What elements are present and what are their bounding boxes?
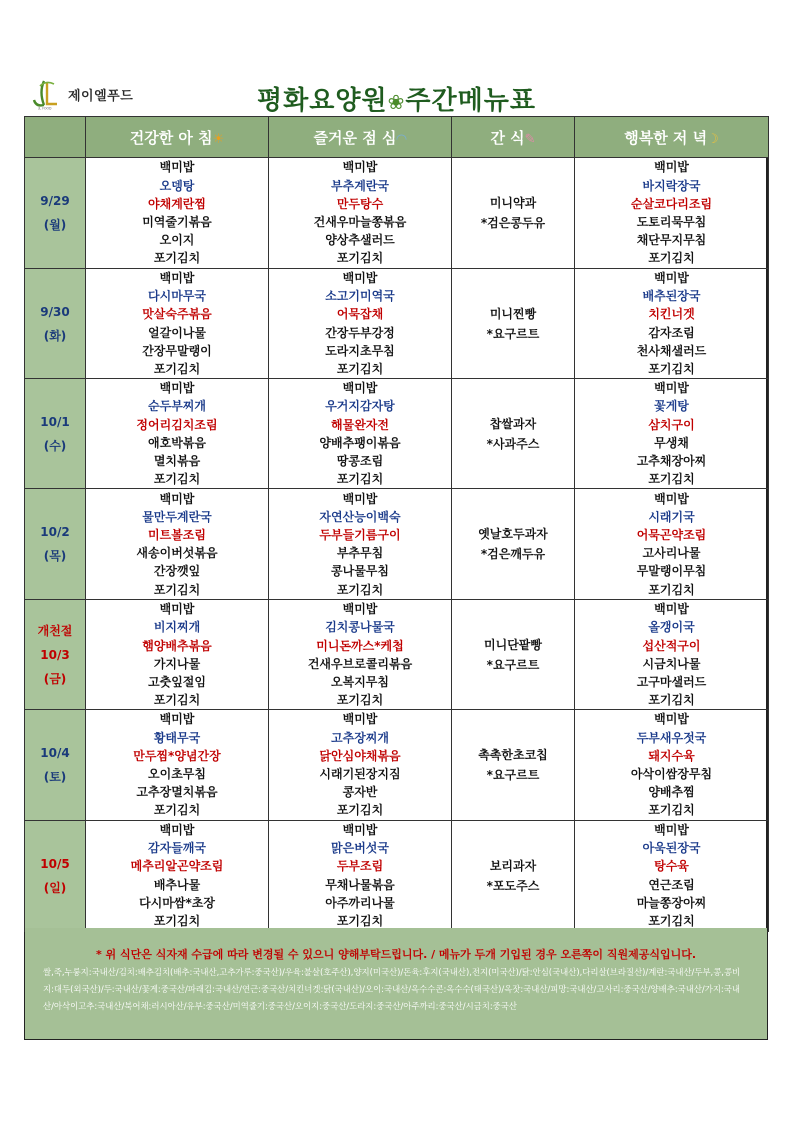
lunch-cell	[269, 269, 452, 379]
menu-item: 만두찜*양념간장	[133, 748, 221, 763]
menu-item: 감자조림	[648, 325, 695, 340]
menu-item: 백미밥	[159, 491, 195, 506]
menu-item: 감자들깨국	[148, 841, 206, 856]
menu-item: 콩나물무침	[331, 564, 389, 579]
snack-cell	[452, 379, 575, 489]
snack-item: *요구르트	[486, 657, 540, 672]
menu-item: 만두탕수	[336, 196, 384, 211]
menu-item: 꽃게탕	[654, 399, 689, 414]
menu-item: 시래기된장지짐	[319, 766, 401, 781]
menu-item: 백미밥	[342, 271, 378, 285]
menu-item: 백미밥	[654, 160, 689, 175]
menu-item: 다시마무국	[148, 289, 206, 304]
day-cell	[25, 158, 86, 269]
date-label: 10/4	[40, 745, 70, 760]
menu-item: 얼갈이나물	[148, 325, 206, 340]
weekday-label: (토)	[43, 769, 67, 784]
day-cell	[25, 820, 86, 931]
menu-item: 백미밥	[159, 712, 195, 727]
lunch-cell	[269, 710, 452, 820]
menu-item: 맑은버섯국	[331, 841, 389, 856]
menu-item: 백미밥	[654, 602, 689, 617]
menu-item: 닭안심야채볶음	[319, 748, 401, 763]
menu-item: 양상추샐러드	[325, 233, 395, 248]
snack-cell	[452, 710, 575, 820]
day-row	[25, 600, 769, 710]
origin-info: 쌀,죽,누룽지:국내산/김치:배추김치(배추:국내산,고추가루:중국산)/우육:불살(호주산),양지(미국산)/돈육:후지(국내산),전지(미국산)/닭:안심(국내산),다리살(브라질산)/계란:국내산/두부,콩,콩비지:대두(외국산)/두:국내산/꽃게:중국산/파래김:국내산/연근:중국산/치킨너겟:닭(국내산)/오이:국내산/옥수수콘:옥수수(태국산)/옥잣:국내산/피망:국내산/고사리:중국산/양배추:국내산/가지:국내산/아삭이고추:국내산/북어채:러시아산/유부:중국산/미역줄기:중국산/오이지:중국산/도라지:중국산/아주까리:중국산/시금치:중국산	[43, 967, 741, 1011]
menu-item: 무채나물볶음	[325, 877, 395, 892]
menu-item: 백미밥	[654, 491, 689, 506]
weekday-label: (수)	[43, 438, 67, 453]
menu-item: 두부새우젓국	[636, 730, 707, 745]
menu-item: 포기김치	[336, 361, 384, 376]
menu-item: 고구마샐러드	[636, 675, 707, 689]
menu-item: 미트볼조림	[148, 528, 206, 543]
menu-item: 삼치구이	[648, 417, 695, 432]
snack-item: *검은콩두유	[480, 216, 546, 230]
menu-item: 포기김치	[153, 251, 201, 266]
menu-item: 무생채	[654, 435, 689, 450]
breakfast-cell	[86, 489, 269, 600]
header-snack: 간 식✎	[452, 117, 575, 158]
lunch-cell	[269, 158, 452, 269]
menu-item: 정어리김치조림	[136, 417, 218, 432]
menu-item: 백미밥	[654, 271, 689, 285]
menu-item: 백미밥	[159, 381, 195, 396]
menu-item: 오복지무침	[331, 675, 389, 689]
menu-item: 고춧잎절임	[148, 675, 206, 689]
weekly-menu-table	[24, 116, 769, 932]
menu-item: 백미밥	[342, 602, 378, 617]
sun-icon: ☀	[212, 131, 225, 147]
menu-item: 백미밥	[342, 712, 378, 727]
menu-item: 배추된장국	[642, 289, 701, 304]
menu-item: 포기김치	[648, 913, 695, 928]
menu-item: 고추채장아찌	[636, 453, 707, 468]
menu-item: 포기김치	[153, 693, 201, 708]
breakfast-cell	[86, 158, 269, 269]
menu-item: 다시마쌈*초장	[139, 895, 215, 910]
popsicle-icon: ✎	[524, 131, 536, 147]
menu-item: 백미밥	[654, 822, 689, 837]
rainbow-icon: ◠	[396, 131, 407, 147]
menu-change-note: * 위 식단은 식자재 수급에 따라 변경될 수 있으니 양해부탁드립니다. / 메뉴가 두개 기입된 경우 오른쪽이 직원제공식입니다.	[95, 948, 697, 961]
dinner-cell	[575, 489, 769, 600]
menu-item: 야채계란찜	[148, 196, 206, 211]
header-dinner: 행복한 저 녁☽	[575, 117, 769, 158]
menu-item: 오이지	[159, 233, 195, 248]
menu-item: 오이초무침	[148, 766, 206, 781]
lunch-cell	[269, 379, 452, 489]
snack-item: 찹쌀과자	[489, 416, 537, 431]
snack-cell	[452, 158, 575, 269]
menu-item: 포기김치	[648, 251, 695, 266]
day-cell	[25, 710, 86, 820]
menu-item: 콩자반	[342, 785, 378, 800]
menu-item: 애호박볶음	[148, 435, 206, 450]
snack-cell	[452, 269, 575, 379]
menu-item: 햄양배추볶음	[142, 638, 212, 653]
snack-item: 미니약과	[489, 196, 537, 210]
menu-item: 마늘쫑장아찌	[636, 895, 707, 910]
day-cell	[25, 600, 86, 710]
menu-item: 가지나물	[153, 656, 201, 671]
menu-item: 고사리나물	[642, 546, 701, 561]
menu-item: 어묵곤약조림	[636, 528, 707, 543]
menu-item: 포기김치	[336, 251, 384, 266]
page-title	[0, 80, 793, 117]
lunch-cell	[269, 489, 452, 600]
title-menu: 주간메뉴표	[405, 86, 536, 116]
menu-item: 채단무지무침	[636, 233, 707, 248]
date-label: 10/5	[40, 856, 70, 871]
leaf-icon: ❀	[387, 90, 406, 114]
menu-item: 비지찌개	[153, 620, 201, 635]
moon-icon: ☽	[707, 131, 719, 147]
snack-cell	[452, 600, 575, 710]
dinner-cell	[575, 600, 769, 710]
snack-item: 촉촉한초코칩	[478, 747, 548, 762]
menu-item: 황태무국	[153, 730, 201, 745]
menu-item: 백미밥	[159, 822, 195, 837]
breakfast-cell	[86, 600, 269, 710]
snack-cell	[452, 820, 575, 931]
menu-item: 포기김치	[648, 693, 695, 708]
menu-item: 오뎅탕	[159, 178, 195, 193]
dinner-cell	[575, 710, 769, 820]
weekday-label: (화)	[43, 328, 67, 343]
menu-item: 포기김치	[336, 472, 384, 487]
date-label: 9/30	[40, 304, 70, 319]
menu-item: 배추나물	[153, 877, 201, 892]
menu-item: 간장깻잎	[153, 564, 201, 579]
menu-item: 연근조림	[648, 877, 695, 892]
menu-item: 포기김치	[153, 582, 201, 597]
menu-item: 포기김치	[336, 913, 384, 928]
menu-item: 포기김치	[336, 582, 384, 597]
brand-name: 제이엘푸드	[68, 88, 134, 104]
menu-item: 멸치볶음	[153, 453, 201, 468]
menu-item: 물만두계란국	[142, 509, 212, 524]
menu-item: 간장무말랭이	[142, 343, 212, 358]
snack-item: 미니찐빵	[489, 306, 537, 321]
day-row	[25, 820, 769, 931]
snack-item: 옛날호두과자	[478, 527, 548, 542]
menu-item: 소고기미역국	[325, 289, 395, 304]
menu-item: 백미밥	[342, 381, 378, 396]
header-row	[25, 117, 769, 158]
menu-item: 올갱이국	[648, 620, 695, 635]
weekday-label: (월)	[43, 218, 67, 232]
menu-item: 포기김치	[648, 472, 695, 487]
menu-item: 해물완자전	[331, 417, 389, 432]
breakfast-cell	[86, 820, 269, 931]
menu-item: 어묵잡채	[336, 307, 384, 322]
menu-item: 백미밥	[342, 491, 378, 506]
day-row	[25, 158, 769, 269]
dinner-cell	[575, 269, 769, 379]
lunch-cell	[269, 600, 452, 710]
date-label: 10/2	[40, 525, 70, 540]
menu-item: 백미밥	[342, 822, 378, 837]
day-cell	[25, 269, 86, 379]
menu-item: 우거지감자탕	[325, 399, 395, 414]
menu-item: 고추장멸치볶음	[136, 785, 218, 800]
menu-item: 포기김치	[153, 472, 201, 487]
menu-item: 시래기국	[648, 509, 695, 524]
menu-item: 포기김치	[648, 361, 695, 376]
menu-item: 고추장찌개	[331, 730, 389, 745]
menu-item: 순살코다리조림	[630, 196, 713, 211]
header-lunch: 즐거운 점 심◠	[269, 117, 452, 158]
logo-mark-text: JL FOOD	[38, 106, 52, 110]
menu-item: 부추무침	[336, 546, 384, 561]
day-row	[25, 269, 769, 379]
snack-cell	[452, 489, 575, 600]
menu-item: 바지락장국	[642, 178, 701, 193]
menu-item: 천사채샐러드	[636, 343, 707, 358]
menu-item: 포기김치	[153, 361, 201, 376]
menu-item: 탕수육	[654, 859, 689, 874]
footer-notice	[25, 928, 767, 1039]
header-breakfast: 건강한 아 침☀	[86, 117, 269, 158]
menu-item: 도토리묵무침	[636, 215, 707, 229]
snack-item: *검은깨두유	[480, 547, 546, 562]
menu-item: 미역줄기볶음	[142, 215, 212, 229]
breakfast-cell	[86, 379, 269, 489]
dinner-cell	[575, 158, 769, 269]
menu-item: 김치콩나물국	[325, 620, 395, 635]
menu-item: 아삭이쌈장무침	[630, 766, 713, 781]
snack-item: *요구르트	[486, 767, 540, 782]
menu-item: 아주까리나물	[325, 895, 395, 910]
menu-item: 순두부찌개	[148, 399, 206, 414]
menu-item: 포기김치	[648, 803, 695, 818]
day-cell	[25, 379, 86, 489]
menu-item: 건새우브로콜리볶음	[307, 656, 413, 671]
weekday-label: (목)	[43, 549, 67, 564]
snack-item: *포도주스	[486, 878, 540, 893]
menu-item: 아욱된장국	[642, 841, 701, 856]
snack-item: 보리과자	[489, 858, 537, 873]
day-row	[25, 379, 769, 489]
menu-item: 두부들기름구이	[319, 528, 401, 543]
weekday-label: (금)	[43, 671, 67, 686]
header-corner	[25, 117, 86, 158]
menu-item: 포기김치	[153, 913, 201, 928]
menu-item: 건새우마늘쫑볶음	[313, 215, 407, 229]
menu-item: 새송이버섯볶음	[136, 546, 218, 561]
menu-item: 메추리알곤약조림	[130, 859, 224, 874]
breakfast-cell	[86, 269, 269, 379]
menu-item: 땅콩조림	[336, 453, 384, 468]
date-label: 10/3	[40, 647, 70, 662]
menu-item: 두부조림	[336, 859, 384, 874]
menu-item: 자연산능이백숙	[319, 509, 401, 524]
menu-item: 백미밥	[159, 271, 195, 285]
menu-item: 백미밥	[654, 381, 689, 396]
menu-item: 양배추팽이볶음	[319, 435, 401, 450]
date-label: 10/1	[40, 414, 70, 429]
menu-item: 포기김치	[336, 693, 384, 708]
snack-item: 미니단팥빵	[484, 637, 542, 652]
menu-item: 치킨너겟	[648, 307, 695, 322]
menu-item: 포기김치	[648, 582, 695, 597]
menu-item: 섭산적구이	[642, 638, 701, 653]
menu-item: 백미밥	[159, 602, 195, 617]
snack-item: *사과주스	[486, 436, 540, 451]
menu-item: 무말랭이무침	[636, 564, 707, 579]
menu-item: 포기김치	[153, 803, 201, 818]
menu-item: 백미밥	[159, 160, 195, 175]
dinner-cell	[575, 820, 769, 931]
menu-item: 도라지초무침	[325, 343, 395, 358]
menu-body	[25, 158, 769, 932]
dinner-cell	[575, 379, 769, 489]
holiday-label: 개천절	[37, 623, 73, 638]
lunch-cell	[269, 820, 452, 931]
menu-item: 간장두부강정	[325, 325, 395, 340]
title-facility: 평화요양원	[257, 86, 388, 116]
day-cell	[25, 489, 86, 600]
menu-item: 백미밥	[342, 160, 378, 175]
menu-item: 미니돈까스*케첩	[316, 638, 404, 653]
menu-item: 양배추찜	[648, 785, 695, 800]
date-label: 9/29	[40, 194, 70, 208]
breakfast-cell	[86, 710, 269, 820]
weekday-label: (일)	[43, 880, 67, 895]
menu-item: 돼지수육	[648, 748, 695, 763]
day-row	[25, 489, 769, 600]
snack-item: *요구르트	[486, 326, 540, 341]
menu-item: 맛살숙주볶음	[142, 307, 212, 322]
menu-item: 시금치나물	[642, 656, 701, 671]
menu-item: 포기김치	[336, 803, 384, 818]
day-row	[25, 710, 769, 820]
menu-item: 부추계란국	[331, 178, 389, 193]
menu-item: 백미밥	[654, 712, 689, 727]
